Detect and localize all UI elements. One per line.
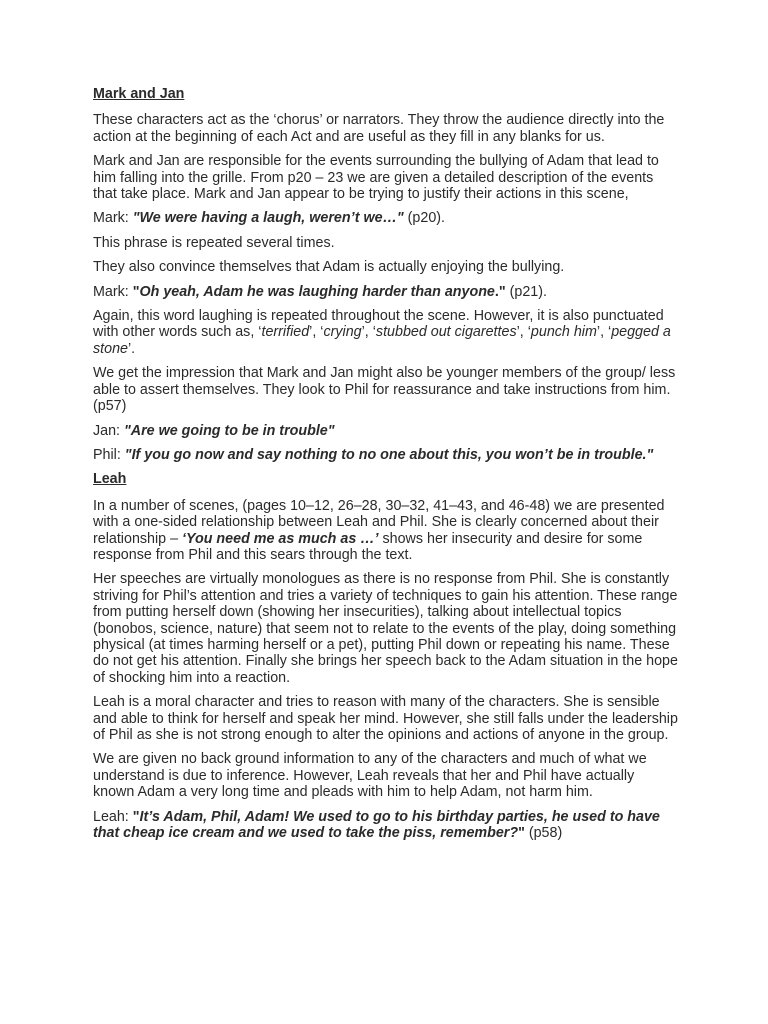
- speaker: Jan:: [93, 422, 124, 439]
- separator: ’, ‘: [516, 324, 531, 341]
- paragraph: This phrase is repeated several times.: [93, 234, 335, 251]
- italic-word: pegged a stone: [93, 324, 671, 357]
- quote-text: ‘You need me as much as …’: [182, 530, 379, 547]
- paragraph: Her speeches are virtually monologues as there is no response from Phil. She is constantly striving for Phil’s attention and tries a variety of techniques to gain his attention. These range from putting herself down (showing her insecurities), talking about intellectual topics (bonobos, science, nature) that seem not to relate to the events of the play, doing something physical (at times harming herself or a pet), putting Phil down or repeating his name. These do not get his attention. Finally she brings her speech back to the Adam situation in the hope of shocking him into a reaction.: [93, 571, 678, 686]
- quote-mark: ": [132, 808, 140, 825]
- quote-line: [93, 447, 678, 463]
- italic-word: terrified: [261, 324, 310, 341]
- document-body: [93, 86, 678, 849]
- paragraph: They also convince themselves that Adam is actually enjoying the bullying.: [93, 259, 565, 276]
- paragraph: Mark and Jan are responsible for the events surrounding the bullying of Adam that lead to him falling into the grille. From p20 – 23 we are given a detailed description of the events that take place. Mark and Jan appear to be trying to justify their actions in this scene,: [93, 153, 659, 203]
- quote-text: It’s Adam, Phil, Adam! We used to go to his birthday parties, he used to have that cheap ice cream and we used to take the piss, remember?: [93, 808, 660, 842]
- quote-mark: .": [494, 283, 506, 300]
- quote-line: [93, 809, 678, 842]
- paragraph: [93, 308, 678, 357]
- quote-mark: ": [518, 825, 525, 842]
- separator: ’, ‘: [309, 324, 324, 341]
- page-ref: (p58): [524, 825, 563, 842]
- paragraph: [93, 498, 678, 564]
- quote-text: "We were having a laugh, weren’t we…": [132, 210, 404, 227]
- quote-text: "Are we going to be in trouble": [124, 422, 335, 439]
- paragraph: We are given no back ground information to any of the characters and much of what we understand is due to inference. However, Leah reveals that her and Phil have actually known Adam a very long time and pleads with him to help Adam, not harm him.: [93, 751, 647, 801]
- quote-line: [93, 423, 678, 439]
- separator: ’.: [127, 340, 136, 357]
- quote-mark: ": [132, 283, 140, 300]
- quote-text: "If you go now and say nothing to no one about this, you won’t be in trouble.": [124, 446, 654, 463]
- page-ref: (p20).: [403, 210, 446, 227]
- page-ref: (p21).: [505, 283, 547, 300]
- speaker: Mark:: [93, 210, 133, 227]
- italic-word: stubbed out cigarettes: [375, 324, 517, 341]
- speaker: Leah:: [93, 808, 133, 825]
- quote-line: [93, 210, 678, 226]
- italic-word: punch him: [530, 324, 597, 341]
- separator: ’, ‘: [361, 324, 376, 341]
- quote-text: Oh yeah, Adam he was laughing harder than anyone: [139, 283, 495, 300]
- paragraph: We get the impression that Mark and Jan might also be younger members of the group/ less able to assert themselves. They look to Phil for reassurance and take instructions from him. (p57): [93, 365, 676, 415]
- italic-word: crying: [323, 324, 362, 341]
- section-heading-mark-and-jan: Mark and Jan: [93, 86, 185, 102]
- paragraph: Leah is a moral character and tries to reason with many of the characters. She is sensible and able to think for herself and speak her mind. However, she still falls under the leadership of Phil as she is not strong enough to alter the opinions and actions of anyone in the group.: [93, 694, 678, 743]
- quote-line: [93, 284, 678, 300]
- paragraph-text: In a number of scenes, (pages 10–12, 26–28, 30–32, 41–43, and 46-48) we are presented with a one-sided relationship between Leah and Phil. She is clearly concerned about their relationship –: [93, 497, 665, 547]
- speaker: Phil:: [93, 446, 125, 463]
- paragraph-text: shows her insecurity and desire for some response from Phil and this sears through the text.: [93, 530, 643, 563]
- separator: ’, ‘: [596, 324, 612, 341]
- paragraph: These characters act as the ‘chorus’ or narrators. They throw the audience directly into the action at the beginning of each Act and are useful as they fill in any blanks for us.: [93, 112, 665, 145]
- paragraph-text: Again, this word laughing is repeated throughout the scene. However, it is also punctuated with other words such as, ‘: [93, 308, 664, 341]
- speaker: Mark:: [93, 283, 133, 300]
- section-heading-leah: Leah: [93, 471, 127, 488]
